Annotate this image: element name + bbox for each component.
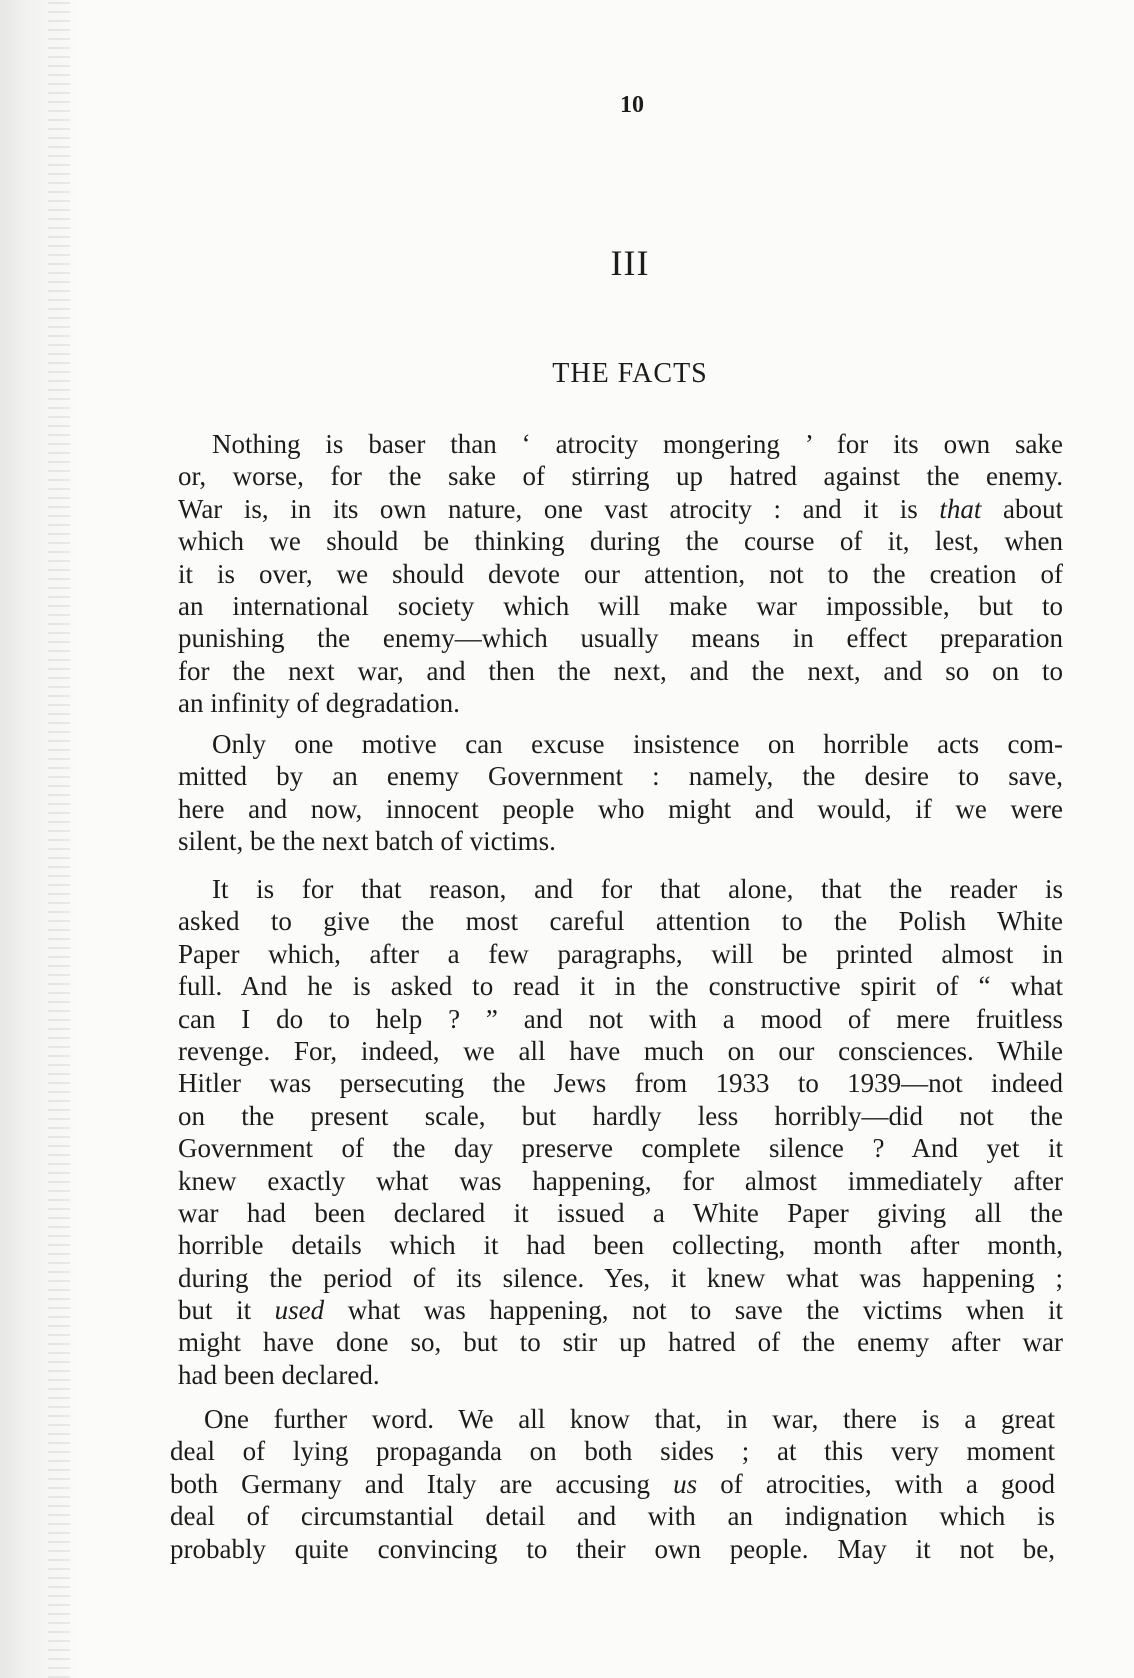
text-line <box>178 1294 1063 1326</box>
text-segment: what was happening, not to save the victims when it <box>324 1295 1063 1326</box>
paragraph <box>178 873 1063 1391</box>
text-line: probably quite convincing to their own people. May it not be, <box>170 1533 1055 1564</box>
text-line: full. And he is asked to read it in the constructive spirit of “ what <box>178 971 1063 1002</box>
text-line: which we should be thinking during the course of it, lest, when <box>178 526 1063 557</box>
text-line: for the next war, and then the next, and the next, and so on to <box>178 655 1063 686</box>
italic-text: us <box>673 1468 698 1499</box>
text-segment: of atrocities, with a good <box>697 1468 1055 1499</box>
text-segment: War is, in its own nature, one vast atrocity : and it is <box>178 493 940 524</box>
text-line: can I do to help ? ” and not with a mood of mere fruitless <box>178 1003 1063 1034</box>
text-line: One further word. We all know that, in war, there is a great <box>204 1404 1055 1434</box>
text-line: asked to give the most careful attention to the Polish White <box>178 906 1063 937</box>
text-line: deal of lying propaganda on both sides ; at this very moment <box>170 1436 1055 1467</box>
text-line <box>170 1468 1055 1500</box>
text-segment: about <box>981 493 1063 524</box>
text-segment: but it <box>178 1295 275 1326</box>
text-line: here and now, innocent people who might and would, if we were <box>178 793 1063 824</box>
text-line: an infinity of degradation. <box>178 688 460 719</box>
text-line: on the present scale, but hardly less horribly—did not the <box>178 1100 1063 1131</box>
text-line: or, worse, for the sake of stirring up hatred against the enemy. <box>178 461 1063 492</box>
text-line: it is over, we should devote our attention, not to the creation of <box>178 558 1063 589</box>
chapter-number: III <box>610 243 650 283</box>
paragraph <box>178 428 1063 720</box>
text-line: horrible details which it had been collecting, month after month, <box>178 1230 1063 1261</box>
text-line: during the period of its silence. Yes, it knew what was happening ; <box>178 1262 1063 1293</box>
text-line: silent, be the next batch of victims. <box>178 826 556 857</box>
text-line: deal of circumstantial detail and with an indignation which is <box>170 1501 1055 1532</box>
text-line: knew exactly what was happening, for almost immediately after <box>178 1165 1063 1196</box>
italic-text: used <box>274 1295 325 1326</box>
page-number: 10 <box>620 92 644 118</box>
paragraph <box>170 1403 1055 1565</box>
text-line: Only one motive can excuse insistence on horrible acts com- <box>212 729 1063 759</box>
text-line: might have done so, but to stir up hatred of the enemy after war <box>178 1327 1063 1358</box>
text-line: Hitler was persecuting the Jews from 1933 to 1939—not indeed <box>178 1068 1063 1099</box>
text-line: Nothing is baser than ‘ atrocity mongering ’ for its own sake <box>212 429 1063 459</box>
text-line: had been declared. <box>178 1359 380 1390</box>
text-line: revenge. For, indeed, we all have much on our consciences. While <box>178 1035 1063 1066</box>
text-line: Paper which, after a few paragraphs, will be printed almost in <box>178 938 1063 969</box>
chapter-title: THE FACTS <box>552 358 708 389</box>
text-line <box>178 493 1063 525</box>
text-line: Government of the day preserve complete silence ? And yet it <box>178 1133 1063 1164</box>
text-line: an international society which will make war impossible, but to <box>178 590 1063 621</box>
text-line: mitted by an enemy Government : namely, the desire to save, <box>178 761 1063 792</box>
text-line: It is for that reason, and for that alone, that the reader is <box>212 874 1063 904</box>
text-segment: both Germany and Italy are accusing <box>170 1468 674 1499</box>
text-line: war had been declared it issued a White Paper giving all the <box>178 1197 1063 1228</box>
paragraph <box>178 728 1063 858</box>
text-line: punishing the enemy—which usually means in effect preparation <box>178 623 1063 654</box>
italic-text: that <box>939 493 982 524</box>
